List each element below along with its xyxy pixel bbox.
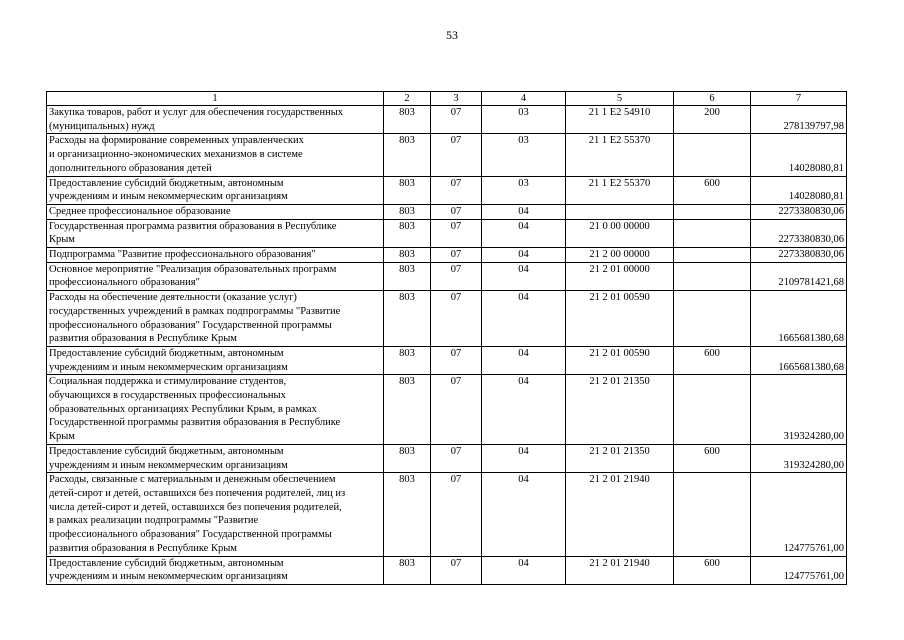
amount-cell: 2273380830,06 [751,204,847,219]
subsection-cell: 04 [482,346,566,374]
code-cell: 803 [384,176,431,204]
amount-cell: 2273380830,06 [751,219,847,247]
row-name-line: числа детей-сирот и детей, оставшихся без попечения родителей, [49,501,342,513]
header-cell: 5 [566,92,674,106]
section-cell: 07 [431,444,482,472]
row-name-line: профессионального образования" Государственной программы [49,529,332,541]
section-cell: 07 [431,291,482,347]
amount-cell: 2273380830,06 [751,248,847,263]
expense-type-cell [674,262,751,290]
section-cell: 07 [431,556,482,584]
subsection-cell: 03 [482,106,566,134]
row-name-line: Закупка товаров, работ и услуг для обеспечения государственных [49,107,344,118]
header-cell: 6 [674,92,751,106]
subsection-cell: 03 [482,134,566,176]
table-header-row [47,92,847,106]
table-row [47,375,847,445]
row-name-line: Основное мероприятие "Реализация образовательных программ [49,263,337,275]
amount-cell: 124775761,00 [751,556,847,584]
table-row [47,444,847,472]
subsection-cell: 04 [482,248,566,263]
subsection-cell: 03 [482,176,566,204]
row-name-line: учреждениям и иным некоммерческим организациям [49,571,288,583]
row-name-line: Государственная программа развития образования в Республике [49,220,337,232]
subsection-cell: 04 [482,291,566,347]
page-number: 53 [446,28,458,42]
row-name-line: Расходы на обеспечение деятельности (оказание услуг) [49,292,297,304]
header-cell: 1 [47,92,384,106]
budget-table [46,91,847,585]
code-cell: 803 [384,106,431,134]
code-cell: 803 [384,134,431,176]
amount-cell: 14028080,81 [751,176,847,204]
row-name-line: Государственной программы развития образования в Республике [49,417,341,429]
table-row [47,556,847,584]
code-cell: 803 [384,219,431,247]
subsection-cell: 04 [482,444,566,472]
row-name-line: Расходы, связанные с материальным и денежным обеспечением [49,474,336,486]
subsection-cell: 04 [482,219,566,247]
target-article-cell: 21 2 01 00000 [566,262,674,290]
row-name-cell [47,134,384,176]
table-row [47,219,847,247]
row-name-cell [47,248,384,263]
table-row [47,204,847,219]
row-name-cell [47,291,384,347]
row-name-line: Социальная поддержка и стимулирование студентов, [49,376,287,388]
amount-cell: 124775761,00 [751,473,847,556]
subsection-cell: 04 [482,262,566,290]
row-name-line: Расходы на формирование современных управленческих [49,135,304,147]
header-cell: 7 [751,92,847,106]
subsection-cell: 04 [482,473,566,556]
row-name-line: государственных учреждений в рамках подпрограммы "Развитие [49,305,341,317]
code-cell: 803 [384,262,431,290]
target-article-cell: 21 1 E2 55370 [566,176,674,204]
row-name-line: Подпрограмма "Развитие профессионального образования" [49,249,316,261]
target-article-cell: 21 2 01 21940 [566,556,674,584]
row-name-line: профессионального образования" Государственной программы [49,319,332,331]
section-cell: 07 [431,262,482,290]
header-cell: 3 [431,92,482,106]
header-cell: 2 [384,92,431,106]
row-name-line: Крым [49,234,75,246]
row-name-line: в рамках реализации подпрограммы "Развитие [49,515,259,527]
row-name-cell [47,346,384,374]
section-cell: 07 [431,134,482,176]
expense-type-cell [674,204,751,219]
row-name-line: Предоставление субсидий бюджетным, автономным [49,445,284,457]
row-name-line: детей-сирот и детей, оставшихся без попечения родителей, лиц из [49,487,346,499]
amount-cell: 319324280,00 [751,444,847,472]
row-name-line: и организационно-экономических механизмов в системе [49,149,303,161]
row-name-line: (муниципальных) нужд [49,120,155,132]
row-name-cell [47,204,384,219]
amount-cell: 1665681380,68 [751,346,847,374]
row-name-cell [47,262,384,290]
header-cell: 4 [482,92,566,106]
expense-type-cell [674,134,751,176]
table-row [47,134,847,176]
target-article-cell: 21 2 00 00000 [566,248,674,263]
code-cell: 803 [384,204,431,219]
section-cell: 07 [431,219,482,247]
code-cell: 803 [384,248,431,263]
table-row [47,291,847,347]
amount-cell: 319324280,00 [751,375,847,445]
expense-type-cell: 600 [674,176,751,204]
target-article-cell: 21 2 01 21350 [566,444,674,472]
target-article-cell: 21 2 01 00590 [566,346,674,374]
section-cell: 07 [431,106,482,134]
expense-type-cell [674,291,751,347]
row-name-cell [47,473,384,556]
code-cell: 803 [384,346,431,374]
row-name-line: Среднее профессиональное образование [49,205,231,217]
row-name-line: учреждениям и иным некоммерческим организациям [49,459,288,471]
row-name-cell [47,556,384,584]
target-article-cell [566,204,674,219]
section-cell: 07 [431,204,482,219]
expense-type-cell [674,375,751,445]
expense-type-cell: 600 [674,556,751,584]
row-name-line: Предоставление субсидий бюджетным, автономным [49,347,284,359]
expense-type-cell: 600 [674,444,751,472]
table-row [47,176,847,204]
table-row [47,262,847,290]
amount-cell: 1665681380,68 [751,291,847,347]
row-name-line: учреждениям и иным некоммерческим организациям [49,361,288,373]
row-name-line: Предоставление субсидий бюджетным, автономным [49,557,284,569]
row-name-cell [47,375,384,445]
row-name-cell [47,106,384,134]
section-cell: 07 [431,176,482,204]
row-name-cell [47,219,384,247]
target-article-cell: 21 2 01 21350 [566,375,674,445]
section-cell: 07 [431,346,482,374]
target-article-cell: 21 0 00 00000 [566,219,674,247]
section-cell: 07 [431,473,482,556]
subsection-cell: 04 [482,375,566,445]
amount-cell: 278139797,98 [751,106,847,134]
code-cell: 803 [384,444,431,472]
amount-cell: 14028080,81 [751,134,847,176]
code-cell: 803 [384,556,431,584]
expense-type-cell [674,248,751,263]
row-name-line: развития образования в Республике Крым [49,542,237,554]
table-row [47,473,847,556]
expense-type-cell [674,219,751,247]
subsection-cell: 04 [482,204,566,219]
row-name-line: обучающихся в государственных профессиональных [49,390,286,402]
row-name-line: профессионального образования" [49,277,200,289]
target-article-cell: 21 2 01 21940 [566,473,674,556]
table-row [47,248,847,263]
code-cell: 803 [384,375,431,445]
row-name-line: Предоставление субсидий бюджетным, автономным [49,177,284,189]
expense-type-cell: 600 [674,346,751,374]
table-row [47,106,847,134]
expense-type-cell: 200 [674,106,751,134]
row-name-line: образовательных организациях Республики Крым, в рамках [49,403,317,415]
section-cell: 07 [431,248,482,263]
target-article-cell: 21 2 01 00590 [566,291,674,347]
row-name-cell [47,444,384,472]
row-name-line: Крым [49,431,75,443]
row-name-line: дополнительного образования детей [49,162,212,174]
code-cell: 803 [384,473,431,556]
section-cell: 07 [431,375,482,445]
row-name-line: учреждениям и иным некоммерческим организациям [49,191,288,203]
code-cell: 803 [384,291,431,347]
target-article-cell: 21 1 E2 55370 [566,134,674,176]
row-name-line: развития образования в Республике Крым [49,333,237,345]
expense-type-cell [674,473,751,556]
table-row [47,346,847,374]
target-article-cell: 21 1 E2 54910 [566,106,674,134]
amount-cell: 2109781421,68 [751,262,847,290]
subsection-cell: 04 [482,556,566,584]
row-name-cell [47,176,384,204]
